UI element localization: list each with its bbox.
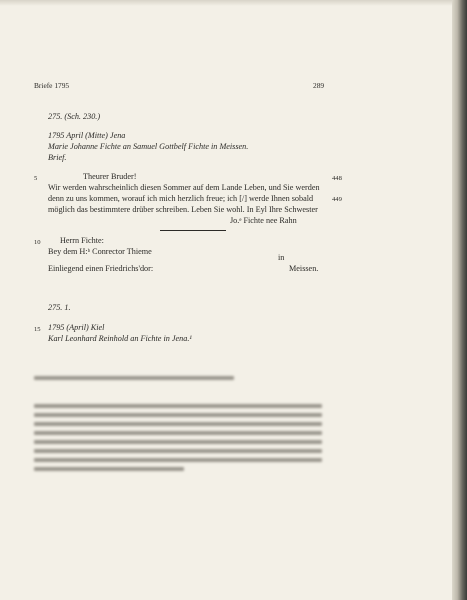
margin-note: 448 xyxy=(332,175,342,182)
body-line: möglich das bestimmtere drüber schreiben. Leben Sie wohl. In Eyl Ihre Schwester xyxy=(48,205,318,214)
letter-date-place: 1795 April (Mitte) Jena xyxy=(48,131,126,140)
letter-type: Brief. xyxy=(48,153,67,162)
letter-date-place: 1795 (April) Kiel xyxy=(48,323,105,332)
line-number: 15 xyxy=(34,326,41,333)
blurred-footnotes xyxy=(34,372,324,472)
signature: Jo.ᵉ Fichte nee Rahn xyxy=(230,216,297,225)
address-line: Bey dem H:ᵇ Conrector Thieme xyxy=(48,247,152,256)
letter-addressee: Karl Leonhard Reinhold an Fichte in Jena.¹ xyxy=(48,334,192,343)
page-edge-shadow xyxy=(452,0,467,600)
address-line: Herrn Fichte: xyxy=(60,236,104,245)
margin-note: 449 xyxy=(332,196,342,203)
page-top-shadow xyxy=(0,0,452,6)
divider-rule xyxy=(160,230,226,231)
address-line: Einliegend einen Friedrichs'dor: xyxy=(48,264,154,273)
salutation: Theurer Bruder! xyxy=(83,172,137,181)
page-number: 289 xyxy=(313,81,325,90)
running-title: Briefe 1795 xyxy=(34,81,70,90)
letter-addressee: Marie Johanne Fichte an Samuel Gottbelf Fichte in Meissen. xyxy=(48,142,249,151)
body-line: Wir werden wahrscheinlich diesen Sommer auf dem Lande Leben, und Sie werden xyxy=(48,183,320,192)
line-number: 10 xyxy=(34,239,41,246)
body-line: denn zu uns kommen, worauf ich mich herzlich freue; ich [/] werde Ihnen sobald xyxy=(48,194,314,203)
letter-heading: 275. 1. xyxy=(48,303,71,312)
line-number: 5 xyxy=(34,175,38,182)
address-city: Meissen. xyxy=(289,264,319,273)
letter-heading: 275. (Sch. 230.) xyxy=(48,112,101,121)
address-in: in xyxy=(278,253,285,262)
